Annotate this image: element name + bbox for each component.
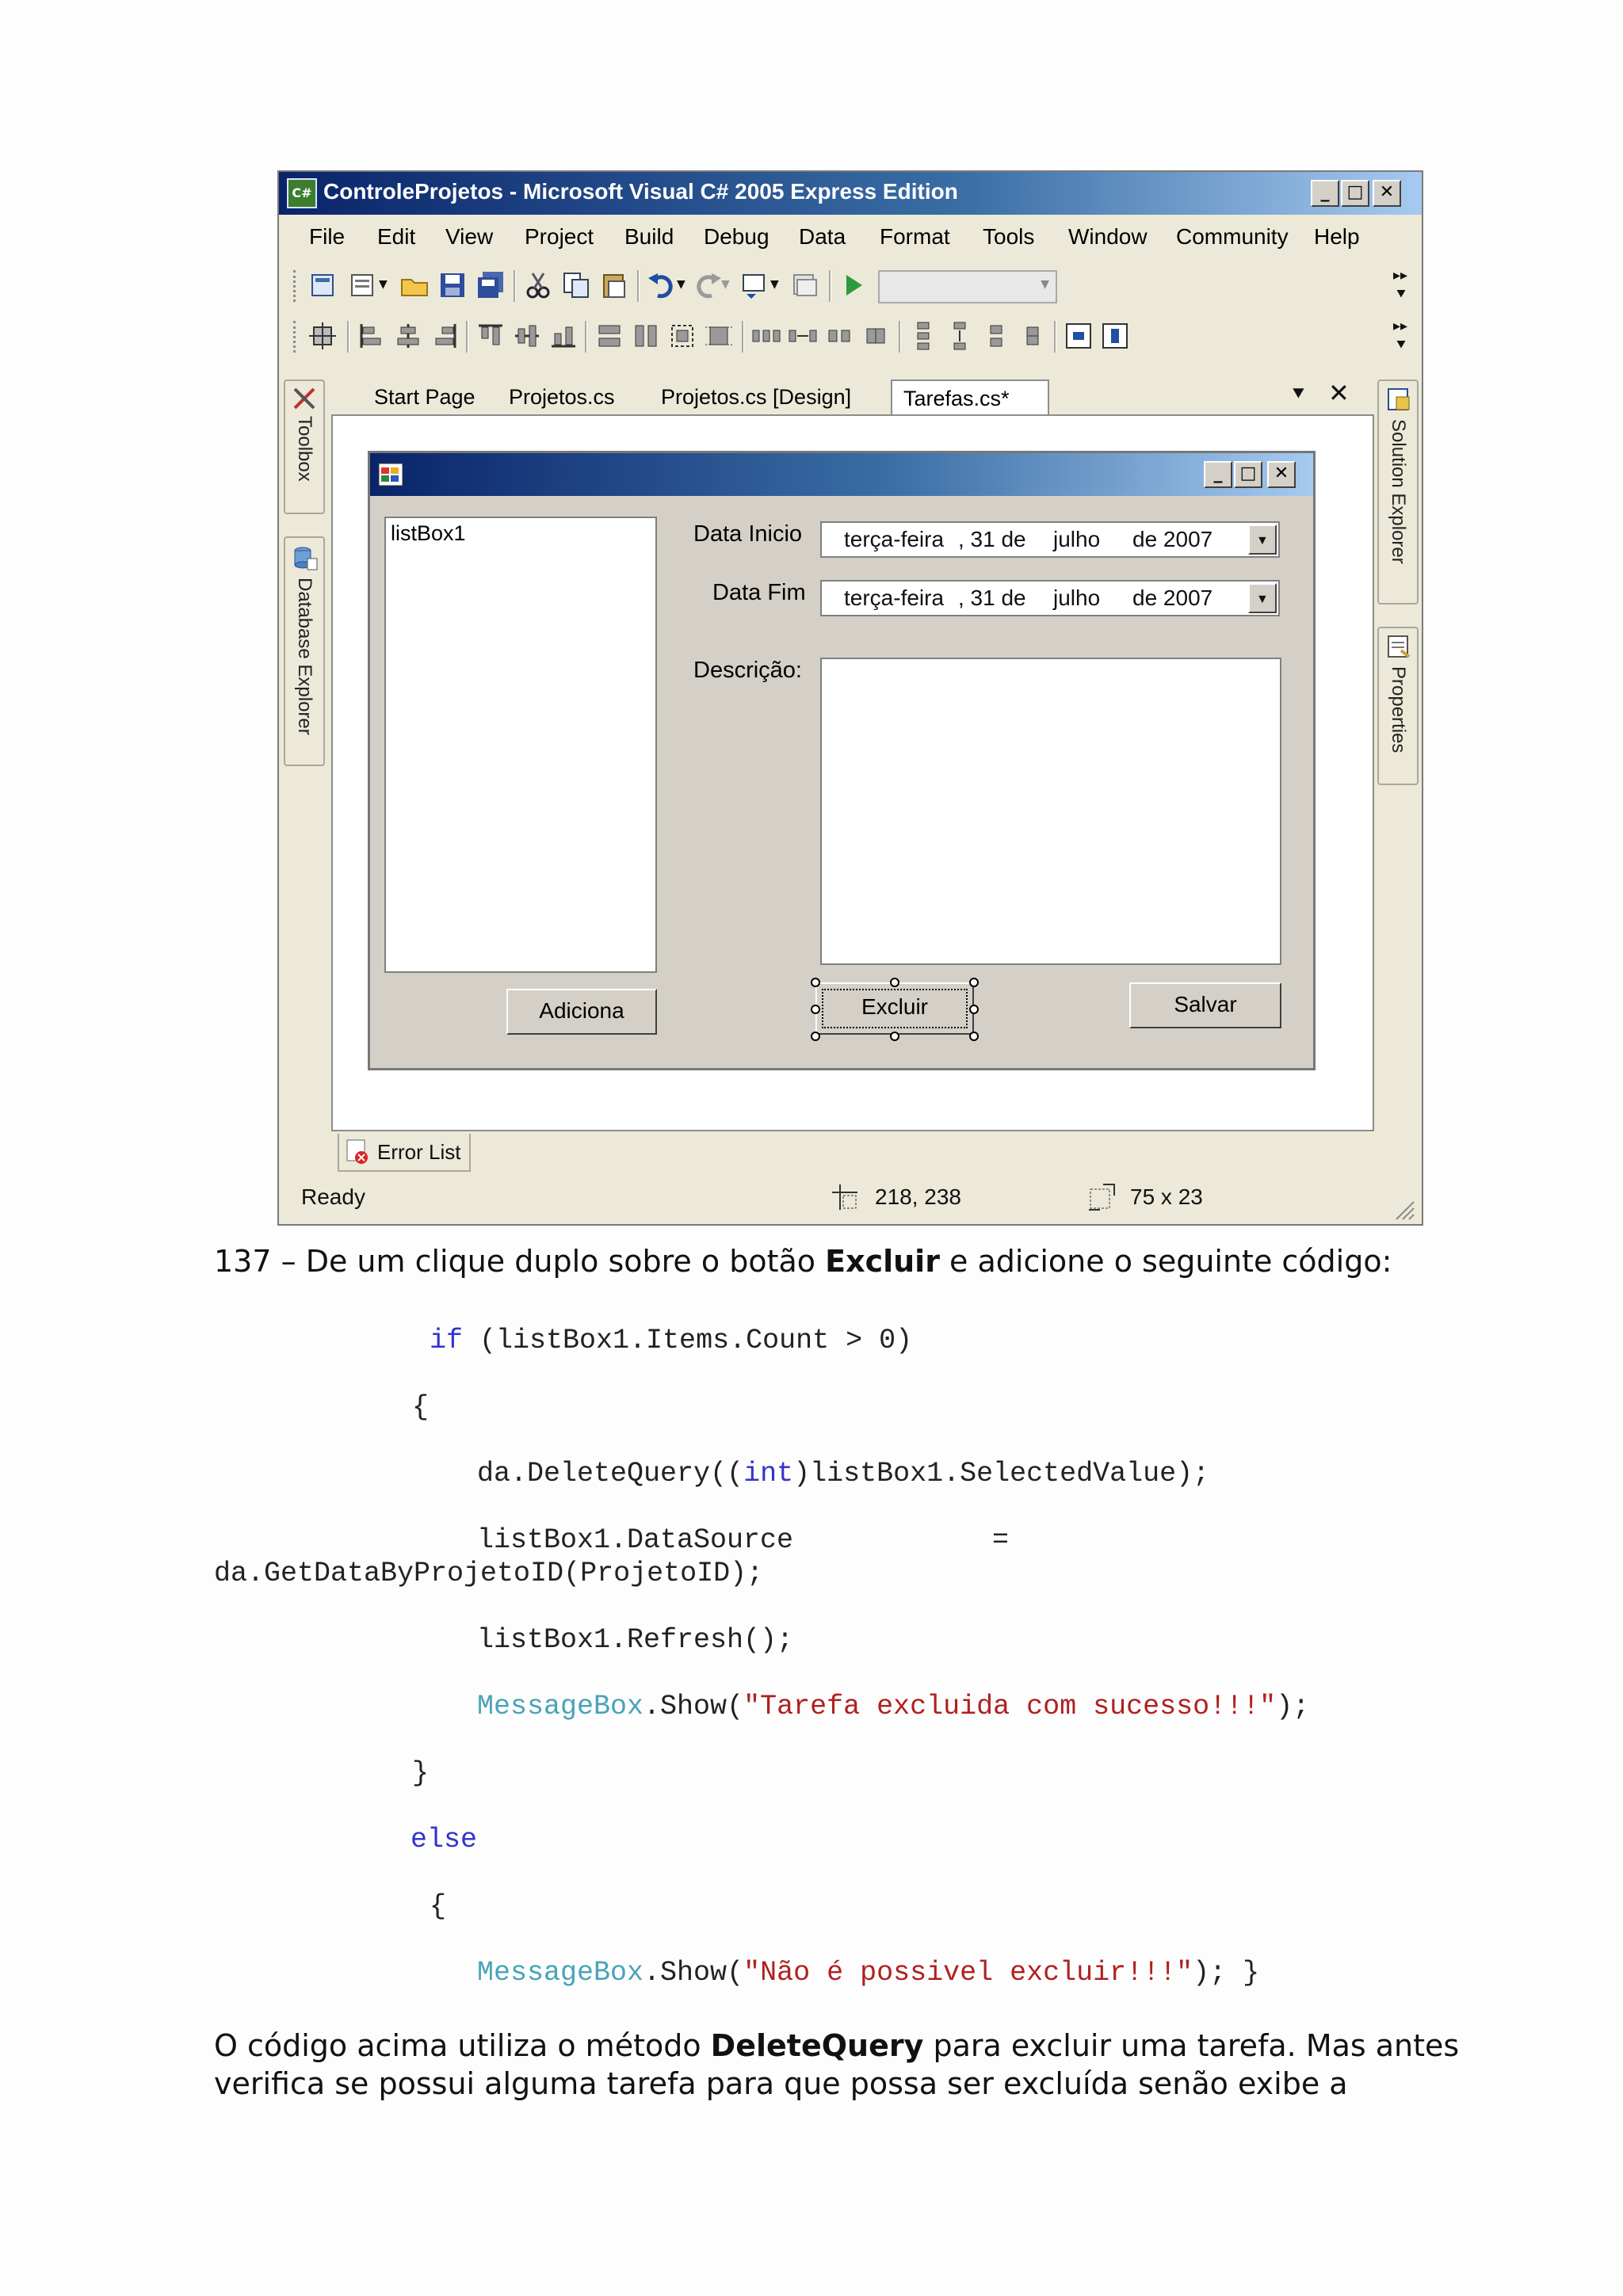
error-list-label: Error List	[377, 1140, 461, 1164]
data-inicio-datepicker[interactable]	[820, 521, 1280, 558]
toolbar-overflow-icon[interactable]: ⯆	[1395, 335, 1407, 354]
tarefas-listbox[interactable]	[384, 517, 657, 973]
resize-handle[interactable]	[969, 1005, 979, 1014]
toolbar-options-icon[interactable]: ▸▸	[1393, 267, 1408, 284]
resize-handle[interactable]	[811, 978, 820, 987]
closing-paragraph-line-2: verifica se possui alguma tarefa para que possa ser excluída senão exibe a	[214, 2066, 1348, 2101]
tarefas-form[interactable]	[368, 451, 1316, 1070]
make-same-size-icon[interactable]	[667, 321, 697, 351]
toolbar-separator	[466, 321, 468, 353]
document-tab-strip	[339, 375, 1385, 414]
form-designer-surface	[331, 414, 1374, 1131]
toolbar-overflow-icon[interactable]: ⯆	[1395, 284, 1407, 303]
horizontal-spacing-equal-icon[interactable]	[751, 321, 781, 351]
menu-format[interactable]: Format	[880, 224, 950, 249]
save-icon[interactable]	[437, 270, 468, 300]
form-title-bar	[370, 453, 1313, 496]
center-vertically-icon[interactable]	[1100, 321, 1130, 351]
form-maximize-button[interactable]: □	[1234, 461, 1262, 488]
position-icon	[831, 1183, 859, 1211]
status-text: Ready	[301, 1184, 365, 1209]
close-button[interactable]: ✕	[1373, 180, 1401, 207]
menu-window[interactable]: Window	[1068, 224, 1148, 249]
code-string: "Não é possivel excluir!!!"	[743, 1957, 1193, 1989]
date-weekday: terça-feira	[844, 527, 945, 551]
ide-title-bar	[279, 172, 1422, 215]
solution-explorer-icon	[1385, 386, 1412, 413]
code-line-6	[477, 1691, 1309, 1722]
toolbox-tab[interactable]	[284, 379, 325, 514]
increase-vertical-spacing-icon[interactable]	[945, 321, 975, 351]
database-icon	[292, 544, 319, 571]
adiciona-button[interactable]: Adiciona	[506, 989, 657, 1035]
make-same-width-icon[interactable]	[594, 321, 624, 351]
ide-window-title: ControleProjetos - Microsoft Visual C# 2005 Express Edition	[323, 179, 958, 204]
code-keyword: if	[430, 1325, 464, 1356]
code-line-8: else	[411, 1824, 478, 1855]
database-explorer-tab-label: Database Explorer	[294, 578, 315, 735]
closing-suffix: para excluir uma tarefa. Mas antes	[923, 2028, 1460, 2063]
form-icon	[378, 463, 403, 486]
toolbar-grip[interactable]	[293, 270, 300, 302]
tab-start-page[interactable]: Start Page	[374, 385, 475, 409]
increase-horizontal-spacing-icon[interactable]	[788, 321, 818, 351]
code-keyword: int	[743, 1458, 794, 1489]
listbox-name-label: listBox1	[391, 521, 466, 545]
close-document-icon[interactable]: ✕	[1328, 378, 1350, 408]
code-line-9: {	[430, 1890, 447, 1922]
menu-help[interactable]: Help	[1314, 224, 1360, 249]
resize-grip-icon[interactable]	[1392, 1197, 1415, 1221]
chevron-down-icon[interactable]: ▼	[721, 278, 730, 291]
code-text: ); }	[1193, 1957, 1260, 1989]
tab-tarefas-cs[interactable]: Tarefas.cs*	[891, 379, 1049, 414]
resize-handle[interactable]	[969, 978, 979, 987]
code-type: MessageBox	[477, 1691, 644, 1722]
code-text: );	[1276, 1691, 1310, 1722]
date-year: de 2007	[1132, 585, 1213, 610]
resize-handle[interactable]	[969, 1032, 979, 1041]
open-folder-icon[interactable]	[399, 270, 430, 300]
start-debugging-icon[interactable]	[838, 270, 869, 300]
window-list-icon[interactable]	[789, 270, 819, 300]
copy-icon[interactable]	[561, 270, 591, 300]
vertical-spacing-equal-icon[interactable]	[908, 321, 938, 351]
toolbar-separator	[899, 321, 901, 353]
code-line-4-equals: =	[992, 1524, 1010, 1556]
code-line-3	[477, 1458, 1209, 1489]
code-text: .Show(	[643, 1957, 744, 1989]
error-list-icon	[344, 1138, 371, 1165]
descricao-label: Descrição:	[693, 658, 802, 683]
toolbar-grip[interactable]	[293, 321, 300, 353]
menu-bar	[279, 215, 1422, 259]
save-all-icon[interactable]	[475, 270, 506, 300]
step-prefix: 137 – De um clique duplo sobre o botão	[214, 1244, 826, 1279]
code-line-4a: listBox1.DataSource	[477, 1524, 794, 1556]
menu-tools[interactable]: Tools	[983, 224, 1035, 249]
toolbar-separator	[347, 321, 349, 353]
data-fim-label: Data Fim	[712, 580, 806, 605]
center-horizontally-icon[interactable]	[1064, 321, 1094, 351]
toolbar-separator	[585, 321, 587, 353]
make-same-height-icon[interactable]	[631, 321, 661, 351]
date-day: , 31 de	[958, 585, 1026, 610]
chevron-down-icon[interactable]: ▼	[677, 278, 685, 291]
align-centers-icon[interactable]	[393, 321, 423, 351]
closing-paragraph-line-1	[214, 2028, 1482, 2063]
cut-icon[interactable]	[523, 270, 553, 300]
menu-community[interactable]: Community	[1176, 224, 1289, 249]
code-line-10	[477, 1957, 1259, 1989]
window-position-icon[interactable]: ⯆	[1290, 383, 1307, 406]
solution-explorer-tab-label: Solution Explorer	[1388, 419, 1409, 564]
add-item-icon[interactable]	[349, 270, 379, 300]
toolbar-separator	[1054, 321, 1056, 353]
date-day: , 31 de	[958, 527, 1026, 551]
code-line-7: }	[412, 1757, 430, 1789]
closing-bold: DeleteQuery	[710, 2028, 924, 2063]
code-text: )listBox1.SelectedValue);	[793, 1458, 1210, 1489]
minimize-button[interactable]: _	[1311, 180, 1339, 207]
menu-build[interactable]: Build	[624, 224, 674, 249]
chevron-down-icon[interactable]: ▼	[1041, 278, 1049, 291]
chevron-down-icon[interactable]: ▼	[770, 278, 779, 291]
standard-toolbar	[290, 264, 1407, 310]
excluir-button[interactable]: Excluir	[815, 982, 974, 1035]
menu-file[interactable]: File	[309, 224, 346, 249]
properties-tab-label: Properties	[1388, 666, 1409, 753]
remove-vertical-spacing-icon[interactable]	[1018, 321, 1048, 351]
menu-project[interactable]: Project	[525, 224, 594, 249]
size-to-grid-icon[interactable]	[704, 321, 734, 351]
chevron-down-icon[interactable]: ▼	[379, 278, 388, 291]
code-text: da.DeleteQuery((	[477, 1458, 744, 1489]
descricao-textbox[interactable]	[820, 658, 1281, 965]
step-bold: Excluir	[825, 1244, 940, 1279]
layout-toolbar	[290, 315, 1407, 360]
paste-icon[interactable]	[599, 270, 629, 300]
data-inicio-label: Data Inicio	[693, 521, 803, 547]
decrease-horizontal-spacing-icon[interactable]	[824, 321, 854, 351]
status-size: 75 x 23	[1130, 1184, 1203, 1209]
resize-handle[interactable]	[890, 978, 899, 987]
error-list-tab[interactable]	[338, 1134, 471, 1172]
maximize-button[interactable]: □	[1341, 180, 1369, 207]
resize-handle[interactable]	[811, 1005, 820, 1014]
align-tops-icon[interactable]	[475, 321, 506, 351]
tab-projetos-design[interactable]: Projetos.cs [Design]	[661, 385, 852, 409]
form-minimize-button[interactable]: _	[1204, 461, 1232, 488]
size-icon	[1086, 1181, 1117, 1213]
align-bottoms-icon[interactable]	[548, 321, 579, 351]
remove-horizontal-spacing-icon[interactable]	[861, 321, 891, 351]
menu-edit[interactable]: Edit	[377, 224, 416, 249]
code-line-4b: da.GetDataByProjetoID(ProjetoID);	[214, 1558, 764, 1589]
menu-data[interactable]: Data	[799, 224, 846, 249]
align-rights-icon[interactable]	[430, 321, 460, 351]
data-fim-dropdown-button[interactable]	[1248, 583, 1277, 613]
code-line-2: {	[412, 1391, 430, 1423]
database-explorer-tab[interactable]	[284, 536, 325, 766]
date-year: de 2007	[1132, 527, 1213, 551]
new-project-icon[interactable]	[309, 270, 339, 300]
align-middles-icon[interactable]	[512, 321, 542, 351]
menu-view[interactable]: View	[445, 224, 494, 249]
step-instruction	[214, 1244, 1482, 1279]
toolbar-separator	[637, 270, 640, 302]
salvar-button[interactable]: Salvar	[1129, 982, 1281, 1028]
date-weekday: terça-feira	[844, 585, 945, 610]
csharp-app-icon: C#	[287, 178, 317, 208]
ide-screenshot	[277, 170, 1423, 1226]
toolbar-separator	[829, 270, 831, 302]
toolbar-separator	[742, 321, 744, 353]
chevron-down-icon: ▼	[1256, 534, 1269, 547]
chevron-down-icon: ▼	[1256, 593, 1269, 606]
resize-handle[interactable]	[811, 1032, 820, 1041]
closing-prefix: O código acima utiliza o método	[214, 2028, 711, 2063]
status-bar	[279, 1172, 1422, 1226]
undo-icon[interactable]	[647, 270, 677, 300]
toolbox-icon	[292, 386, 317, 411]
code-text: (listBox1.Items.Count > 0)	[463, 1325, 913, 1356]
solution-config-dropdown[interactable]	[878, 270, 1057, 303]
toolbox-tab-label: Toolbox	[294, 416, 315, 482]
decrease-vertical-spacing-icon[interactable]	[981, 321, 1011, 351]
redo-icon[interactable]	[693, 270, 723, 300]
tab-projetos-cs[interactable]: Projetos.cs	[509, 385, 615, 409]
toolbar-separator	[514, 270, 516, 302]
code-line-5: listBox1.Refresh();	[477, 1624, 794, 1656]
code-text: .Show(	[643, 1691, 744, 1722]
code-line-1	[430, 1325, 912, 1356]
form-close-button[interactable]: ✕	[1267, 461, 1296, 488]
properties-tab[interactable]	[1377, 627, 1419, 785]
properties-icon	[1385, 633, 1412, 660]
navigate-icon[interactable]	[740, 270, 770, 300]
date-month: julho	[1053, 527, 1101, 551]
resize-handle[interactable]	[890, 1032, 899, 1041]
code-type: MessageBox	[477, 1957, 644, 1989]
status-position: 218, 238	[875, 1184, 961, 1209]
step-suffix: e adicione o seguinte código:	[939, 1244, 1392, 1279]
date-month: julho	[1053, 585, 1101, 610]
data-fim-datepicker[interactable]	[820, 580, 1280, 616]
toolbar-options-icon[interactable]: ▸▸	[1393, 318, 1408, 334]
align-lefts-icon[interactable]	[357, 321, 387, 351]
data-inicio-dropdown-button[interactable]	[1248, 524, 1277, 555]
code-string: "Tarefa excluida com sucesso!!!"	[743, 1691, 1277, 1722]
menu-debug[interactable]: Debug	[704, 224, 769, 249]
align-to-grid-icon[interactable]	[307, 321, 338, 351]
